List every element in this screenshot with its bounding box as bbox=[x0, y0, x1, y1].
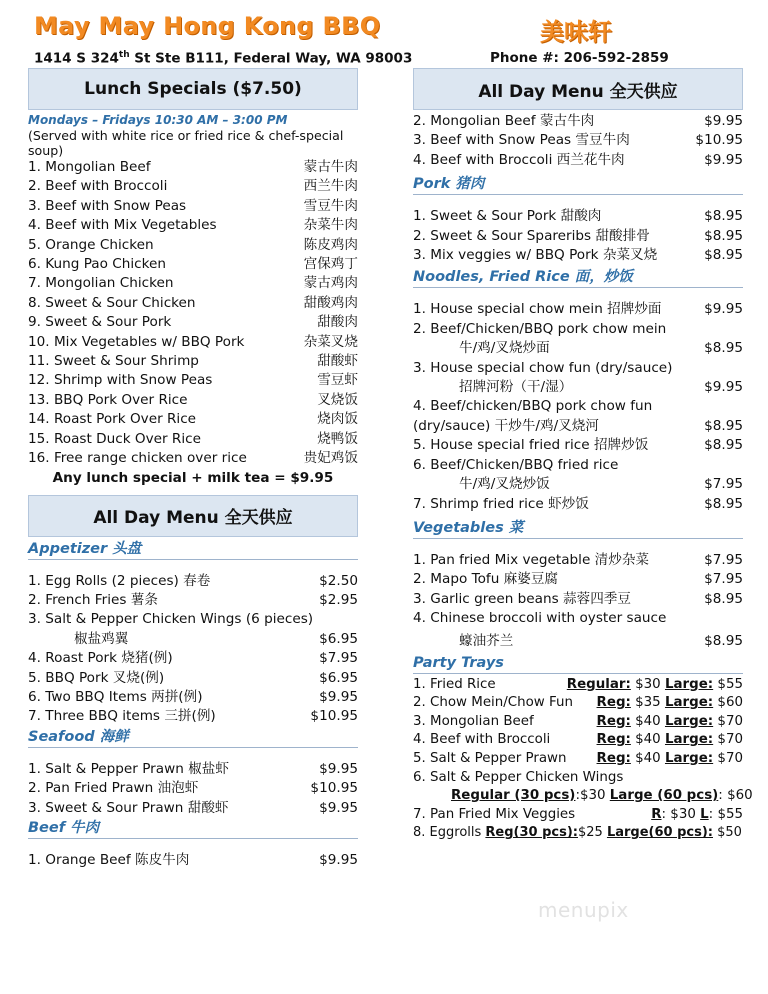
tray-size-label: Reg: bbox=[596, 713, 631, 729]
item-name: 1. Sweet & Sour Pork 甜酸肉 bbox=[413, 208, 602, 225]
list-item bbox=[28, 236, 358, 255]
tray-size-label: Reg(30 pcs): bbox=[485, 825, 578, 841]
item-name: 13. BBQ Pork Over Rice bbox=[28, 391, 188, 408]
list-item bbox=[413, 731, 743, 750]
tray-size-label: Regular: bbox=[566, 676, 631, 692]
list-item bbox=[413, 359, 743, 378]
list-item bbox=[28, 333, 358, 352]
item-name: 2. Pan Fried Prawn 油泡虾 bbox=[28, 780, 199, 797]
list-item bbox=[28, 391, 358, 410]
list-item bbox=[28, 799, 358, 818]
item-chinese: 陈皮鸡肉 bbox=[303, 236, 358, 253]
section-noodles: Noodles, Fried Rice 面，炒饭 bbox=[413, 267, 743, 288]
item-name: 14. Roast Pork Over Rice bbox=[28, 411, 197, 428]
item-name: 2. Mongolian Beef 蒙古牛肉 bbox=[413, 113, 595, 129]
tray-price: : $60 bbox=[718, 788, 753, 804]
list-item bbox=[28, 649, 358, 668]
tray-size-label: Reg: bbox=[596, 695, 631, 711]
list-item bbox=[413, 112, 743, 131]
item-price: $8.95 bbox=[704, 437, 743, 454]
beef-items-right bbox=[413, 112, 743, 170]
item-name: 2. Sweet & Sour Spareribs 甜酸排骨 bbox=[413, 227, 650, 244]
item-price: $8.95 bbox=[704, 340, 743, 357]
item-name: 16. Free range chicken over rice bbox=[28, 450, 247, 467]
item-price: $8.95 bbox=[704, 417, 743, 434]
address bbox=[34, 50, 412, 67]
list-item bbox=[28, 294, 358, 313]
tray-price: $70 bbox=[713, 750, 743, 766]
list-item bbox=[413, 609, 743, 628]
lunch-hours: Mondays – Fridays 10:30 AM – 3:00 PM bbox=[28, 113, 288, 127]
item-chinese: 西兰牛肉 bbox=[303, 178, 358, 195]
left-column bbox=[28, 68, 358, 870]
list-item bbox=[413, 151, 743, 170]
list-item bbox=[28, 313, 358, 332]
tray-name: 2. Chow Mein/Chow Fun bbox=[413, 695, 573, 711]
item-name: 1. Salt & Pepper Prawn 椒盐虾 bbox=[28, 760, 229, 777]
list-item bbox=[28, 707, 358, 726]
item-name: 7. Mongolian Chicken bbox=[28, 275, 174, 292]
watermark: menupix bbox=[538, 898, 629, 922]
list-item bbox=[413, 769, 743, 788]
item-name: (dry/sauce) 干炒牛/鸡/叉烧河 bbox=[413, 417, 599, 434]
address-suffix: St Ste B111, Federal Way, WA 98003 bbox=[129, 50, 413, 67]
item-chinese: 烧肉饭 bbox=[317, 411, 358, 428]
tray-size-label: Large: bbox=[664, 713, 714, 729]
list-item bbox=[413, 787, 753, 806]
item-name: 4. Roast Pork 烧猪(例) bbox=[28, 650, 173, 667]
all-day-menu-banner-left: All Day Menu 全天供应 bbox=[28, 495, 358, 537]
item-price: $8.95 bbox=[704, 590, 743, 607]
list-item bbox=[413, 207, 743, 226]
item-price: $10.95 bbox=[695, 132, 743, 149]
item-price: $2.95 bbox=[319, 591, 358, 608]
list-item bbox=[28, 352, 358, 371]
list-item bbox=[28, 779, 358, 798]
item-price: $6.95 bbox=[319, 669, 358, 686]
item-name: 3. Garlic green beans 蒜蓉四季豆 bbox=[413, 590, 631, 607]
tray-price: $35 bbox=[630, 695, 665, 711]
list-item bbox=[28, 760, 358, 779]
tray-size-label: Large (60 pcs) bbox=[609, 788, 719, 804]
item-price: $10.95 bbox=[310, 780, 358, 797]
section-party-trays: Party Trays bbox=[413, 653, 743, 674]
item-price: $8.95 bbox=[704, 632, 743, 649]
item-name: 2. Mapo Tofu 麻婆豆腐 bbox=[413, 571, 559, 588]
item-name: 15. Roast Duck Over Rice bbox=[28, 430, 201, 447]
item-chinese: 雪豆牛肉 bbox=[303, 197, 358, 214]
item-name: 5. Orange Chicken bbox=[28, 236, 154, 253]
item-price: $7.95 bbox=[319, 650, 358, 667]
list-item bbox=[28, 197, 358, 216]
item-price: $7.95 bbox=[704, 571, 743, 588]
item-price: $9.95 bbox=[704, 301, 743, 318]
list-item bbox=[28, 255, 358, 274]
tray-price: $70 bbox=[713, 713, 743, 729]
item-price: $6.95 bbox=[319, 630, 358, 647]
list-item bbox=[28, 610, 358, 629]
item-name: 7. Three BBQ items 三拼(例) bbox=[28, 708, 216, 725]
lunch-items bbox=[28, 158, 358, 469]
tray-name: 3. Mongolian Beef bbox=[413, 713, 534, 729]
list-item bbox=[413, 590, 743, 609]
item-name: 7. Shrimp fried rice 虾炒饭 bbox=[413, 495, 589, 512]
tray-size-label: Reg: bbox=[596, 732, 631, 748]
item-price: $8.95 bbox=[704, 495, 743, 512]
list-item bbox=[413, 694, 743, 713]
tray-size-label: L bbox=[700, 806, 709, 822]
tray-name: 6. Salt & Pepper Chicken Wings bbox=[413, 769, 624, 785]
list-item bbox=[28, 591, 358, 610]
item-price: $10.95 bbox=[310, 708, 358, 725]
item-name: 3. Salt & Pepper Chicken Wings (6 pieces) bbox=[28, 611, 314, 628]
list-item bbox=[413, 339, 743, 358]
list-item bbox=[28, 688, 358, 707]
item-price: $9.95 bbox=[319, 851, 358, 868]
lunch-note: (Served with white rice or fried rice & chef-special soup) bbox=[28, 128, 344, 158]
item-chinese: 甜酸虾 bbox=[317, 353, 358, 370]
item-name: 6. Two BBQ Items 两拼(例) bbox=[28, 688, 203, 705]
item-chinese: 雪豆虾 bbox=[317, 372, 358, 389]
item-chinese: 宫保鸡丁 bbox=[303, 256, 358, 273]
list-item bbox=[413, 824, 743, 843]
list-item bbox=[413, 300, 743, 319]
list-item bbox=[28, 158, 358, 177]
item-name: 2. Beef/Chicken/BBQ pork chow mein bbox=[413, 320, 667, 337]
tray-name: 7. Pan Fried Mix Veggies bbox=[413, 806, 576, 822]
list-item bbox=[413, 131, 743, 150]
item-name: 2. Beef with Broccoli bbox=[28, 178, 168, 195]
item-price: $9.95 bbox=[319, 760, 358, 777]
tray-price: $40 bbox=[630, 713, 665, 729]
item-name: 牛/鸡/叉烧炒面 bbox=[459, 340, 550, 357]
item-price: $7.95 bbox=[704, 551, 743, 568]
item-name: 8. Sweet & Sour Chicken bbox=[28, 294, 196, 311]
tray-name: 8. Eggrolls bbox=[413, 825, 486, 841]
tray-price: $40 bbox=[630, 750, 665, 766]
item-price: $8.95 bbox=[704, 227, 743, 244]
item-name: 4. Chinese broccoli with oyster sauce bbox=[413, 610, 667, 627]
list-item bbox=[28, 371, 358, 390]
item-chinese: 甜酸肉 bbox=[317, 314, 358, 331]
item-chinese: 蒙古鸡肉 bbox=[303, 275, 358, 292]
item-price: $8.95 bbox=[704, 247, 743, 264]
item-name: 1. Mongolian Beef bbox=[28, 159, 151, 175]
list-item bbox=[413, 397, 743, 416]
vegetable-items bbox=[413, 551, 743, 653]
item-name: 3. Mix veggies w/ BBQ Pork 杂菜叉烧 bbox=[413, 247, 658, 264]
tray-price: $55 bbox=[713, 676, 743, 692]
item-name: 4. Beef with Mix Vegetables bbox=[28, 217, 217, 234]
address-sup: th bbox=[118, 50, 130, 60]
item-name: 蠔油芥兰 bbox=[459, 632, 514, 649]
item-chinese: 烧鸭饭 bbox=[317, 430, 358, 447]
tray-price: $30 bbox=[630, 676, 665, 692]
item-name: 10. Mix Vegetables w/ BBQ Pork bbox=[28, 333, 245, 350]
section-pork: Pork 猪肉 bbox=[413, 174, 743, 195]
item-price: $9.95 bbox=[319, 688, 358, 705]
item-name: 2. French Fries 薯条 bbox=[28, 591, 158, 608]
item-name: 1. Egg Rolls (2 pieces) 春卷 bbox=[28, 572, 211, 589]
item-price: $7.95 bbox=[704, 476, 743, 493]
tray-size-label: Large(60 pcs): bbox=[606, 825, 713, 841]
appetizer-items bbox=[28, 572, 358, 727]
list-item bbox=[413, 378, 743, 397]
section-seafood: Seafood 海鲜 bbox=[28, 727, 358, 748]
tray-size-label: Reg: bbox=[596, 750, 631, 766]
list-item bbox=[28, 851, 358, 870]
list-item bbox=[28, 410, 358, 429]
list-item bbox=[413, 551, 743, 570]
list-item bbox=[28, 572, 358, 591]
restaurant-name: May May Hong Kong BBQ bbox=[34, 12, 381, 40]
pork-items bbox=[413, 207, 743, 265]
item-name: 1. Pan fried Mix vegetable 清炒杂菜 bbox=[413, 551, 650, 568]
item-name: 5. House special fried rice 招牌炒饭 bbox=[413, 437, 649, 454]
list-item bbox=[28, 669, 358, 688]
tray-price: : $55 bbox=[708, 806, 743, 822]
list-item bbox=[413, 713, 743, 732]
item-name: 3. Beef with Snow Peas bbox=[28, 197, 187, 214]
item-price: $8.95 bbox=[704, 208, 743, 225]
noodle-items bbox=[413, 300, 743, 513]
tray-price: $25 bbox=[578, 825, 607, 841]
seafood-items bbox=[28, 760, 358, 818]
tray-size-label: Large: bbox=[664, 676, 714, 692]
list-item bbox=[413, 676, 743, 695]
item-name: 4. Beef/chicken/BBQ pork chow fun bbox=[413, 398, 653, 415]
list-item bbox=[28, 216, 358, 235]
item-chinese: 贵妃鸡饭 bbox=[303, 450, 358, 467]
item-name: 11. Sweet & Sour Shrimp bbox=[28, 353, 199, 370]
item-price: $9.95 bbox=[319, 799, 358, 816]
item-name: 1. House special chow mein 招牌炒面 bbox=[413, 301, 662, 318]
list-item bbox=[413, 570, 743, 589]
item-price: $9.95 bbox=[704, 113, 743, 129]
item-name: 12. Shrimp with Snow Peas bbox=[28, 372, 213, 389]
list-item bbox=[28, 274, 358, 293]
item-name: 6. Kung Pao Chicken bbox=[28, 256, 166, 273]
item-price: $9.95 bbox=[704, 379, 743, 396]
section-vegetables: Vegetables 菜 bbox=[413, 518, 743, 539]
address-prefix: 1414 S 324 bbox=[34, 50, 119, 67]
list-item bbox=[413, 750, 743, 769]
list-item bbox=[413, 436, 743, 455]
tray-name: 5. Salt & Pepper Prawn bbox=[413, 750, 567, 766]
tray-name: 4. Beef with Broccoli bbox=[413, 732, 551, 748]
item-name: 3. House special chow fun (dry/sauce) bbox=[413, 359, 673, 376]
phone-number: Phone #: 206-592-2859 bbox=[490, 50, 669, 66]
tray-price: $50 bbox=[713, 825, 742, 841]
item-name: 1. Orange Beef 陈皮牛肉 bbox=[28, 851, 190, 868]
item-chinese: 叉烧饭 bbox=[317, 391, 358, 408]
item-chinese: 杂菜叉烧 bbox=[303, 333, 358, 350]
item-chinese: 杂菜牛肉 bbox=[303, 217, 358, 234]
tray-price: : $30 bbox=[661, 806, 701, 822]
list-item bbox=[413, 456, 743, 475]
item-name: 5. BBQ Pork 叉烧(例) bbox=[28, 669, 165, 686]
list-item bbox=[413, 475, 743, 494]
party-tray-items bbox=[413, 676, 753, 843]
list-item bbox=[413, 227, 743, 246]
list-item bbox=[28, 177, 358, 196]
list-item bbox=[413, 320, 743, 339]
tray-size-label: Regular (30 pcs) bbox=[451, 788, 576, 804]
tray-price: $40 bbox=[630, 732, 665, 748]
tray-price: $60 bbox=[713, 695, 743, 711]
section-beef: Beef 牛肉 bbox=[28, 818, 358, 839]
tray-name: 1. Fried Rice bbox=[413, 676, 496, 692]
item-chinese: 蒙古牛肉 bbox=[303, 159, 358, 175]
tray-size-label: Large: bbox=[664, 695, 714, 711]
tray-price: :$30 bbox=[575, 788, 610, 804]
list-item bbox=[413, 246, 743, 265]
restaurant-chinese-name: 美味轩 bbox=[540, 18, 612, 46]
list-item bbox=[413, 629, 743, 653]
tray-price: $70 bbox=[713, 732, 743, 748]
section-appetizer: Appetizer 头盘 bbox=[28, 539, 358, 560]
item-name: 牛/鸡/叉烧炒饭 bbox=[459, 476, 550, 493]
milk-tea-offer: Any lunch special + milk tea = $9.95 bbox=[52, 469, 334, 486]
item-price: $2.50 bbox=[319, 572, 358, 589]
tray-size-label: R bbox=[651, 806, 662, 822]
item-name: 6. Beef/Chicken/BBQ fried rice bbox=[413, 456, 619, 473]
item-name: 3. Sweet & Sour Prawn 甜酸虾 bbox=[28, 799, 229, 816]
item-name: 9. Sweet & Sour Pork bbox=[28, 314, 172, 331]
all-day-menu-banner-right: All Day Menu 全天供应 bbox=[413, 68, 743, 110]
list-item bbox=[28, 430, 358, 449]
item-name: 招牌河粉（干/湿） bbox=[459, 379, 573, 396]
list-item bbox=[413, 495, 743, 514]
item-name: 3. Beef with Snow Peas 雪豆牛肉 bbox=[413, 132, 630, 149]
list-item bbox=[413, 417, 743, 436]
item-name: 椒盐鸡翼 bbox=[74, 630, 129, 647]
list-item bbox=[28, 449, 358, 468]
right-column bbox=[413, 68, 753, 843]
tray-size-label: Large: bbox=[664, 750, 714, 766]
item-price: $9.95 bbox=[704, 151, 743, 168]
tray-size-label: Large: bbox=[664, 732, 714, 748]
item-chinese: 甜酸鸡肉 bbox=[303, 294, 358, 311]
item-name: 4. Beef with Broccoli 西兰花牛肉 bbox=[413, 151, 625, 168]
list-item bbox=[413, 806, 743, 825]
list-item bbox=[28, 630, 358, 649]
beef-items-left bbox=[28, 851, 358, 870]
lunch-specials-banner: Lunch Specials ($7.50) bbox=[28, 68, 358, 110]
